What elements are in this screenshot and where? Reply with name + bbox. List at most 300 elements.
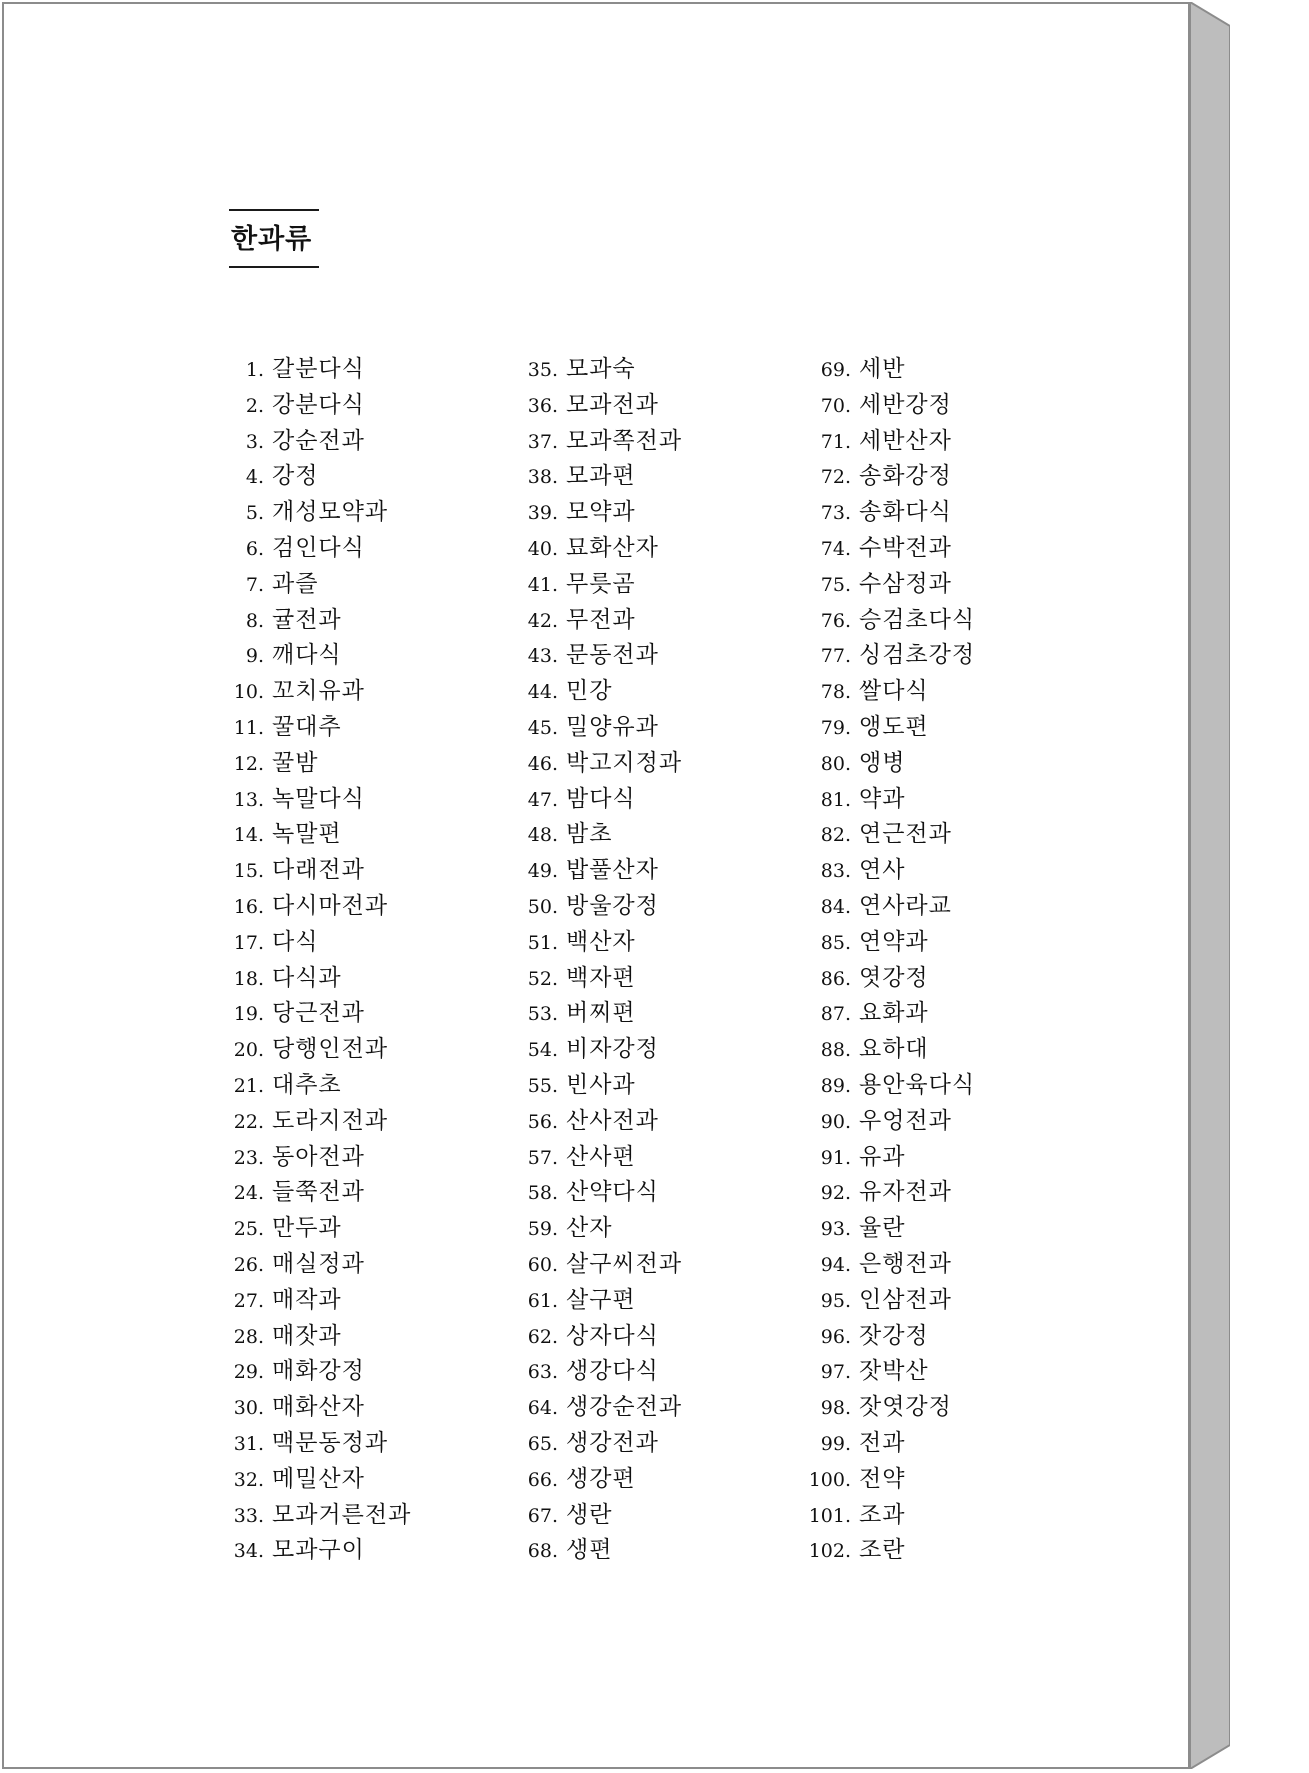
- list-item: [516, 744, 682, 780]
- item-number: 67.: [527, 1504, 558, 1527]
- item-name: 우엉전과: [859, 1107, 952, 1134]
- item-number: 60.: [527, 1253, 558, 1276]
- item-number: 19.: [233, 1003, 264, 1026]
- item-number: 48.: [527, 824, 558, 847]
- item-number: 73.: [820, 502, 851, 525]
- list-item: [222, 565, 411, 601]
- item-name: 싱검초강정: [859, 642, 976, 669]
- item-number: 15.: [233, 860, 264, 883]
- item-name: 들쭉전과: [272, 1179, 365, 1206]
- item-number: 91.: [820, 1146, 851, 1169]
- item-number: 90.: [820, 1110, 851, 1133]
- list-item: [803, 994, 975, 1030]
- item-name: 조과: [859, 1501, 906, 1528]
- item-number: 36.: [527, 394, 558, 417]
- item-number: 74.: [820, 537, 851, 560]
- item-number: 86.: [820, 967, 851, 990]
- item-name: 산자: [566, 1215, 613, 1242]
- list-item: [222, 1030, 411, 1066]
- item-name: 밀양유과: [566, 713, 659, 740]
- item-number: 89.: [820, 1074, 851, 1097]
- item-name: 상자다식: [566, 1322, 659, 1349]
- item-name: 살구씨전과: [566, 1250, 683, 1277]
- list-item: [222, 1138, 411, 1174]
- item-name: 인삼전과: [859, 1286, 952, 1313]
- list-item: [803, 780, 975, 816]
- item-name: 다시마전과: [272, 892, 389, 919]
- list-item: [222, 1066, 411, 1102]
- item-name: 갈분다식: [272, 356, 365, 382]
- list-item: [516, 493, 682, 529]
- item-number: 83.: [820, 860, 851, 883]
- item-name: 당행인전과: [272, 1036, 389, 1063]
- item-number: 92.: [820, 1182, 851, 1205]
- item-name: 백산자: [566, 928, 636, 955]
- item-number: 64.: [527, 1397, 558, 1420]
- item-name: 송화강정: [859, 463, 952, 490]
- item-name: 민강: [566, 678, 613, 705]
- item-number: 58.: [527, 1182, 558, 1205]
- item-name: 묘화산자: [566, 534, 659, 561]
- list-item: [222, 1209, 411, 1245]
- list-item: [803, 1173, 975, 1209]
- item-name: 박고지정과: [566, 749, 683, 776]
- page-side-edge: [1190, 2, 1230, 1769]
- item-number: 66.: [527, 1468, 558, 1491]
- item-number: 44.: [527, 681, 558, 704]
- item-name: 잣박산: [859, 1358, 929, 1385]
- item-number: 61.: [527, 1289, 558, 1312]
- list-item: [516, 457, 682, 493]
- list-item: [516, 1496, 682, 1532]
- item-name: 수박전과: [859, 534, 952, 561]
- list-item: [803, 1317, 975, 1353]
- item-number: 96.: [820, 1325, 851, 1348]
- item-number: 27.: [233, 1289, 264, 1312]
- list-item: [803, 601, 975, 637]
- item-name: 모과거른전과: [272, 1501, 412, 1528]
- item-number: 78.: [820, 681, 851, 704]
- list-item: [803, 1281, 975, 1317]
- item-name: 송화다식: [859, 499, 952, 526]
- item-number: 100.: [808, 1468, 851, 1491]
- item-number: 9.: [245, 645, 264, 668]
- item-name: 귤전과: [272, 606, 342, 633]
- item-name: 녹말다식: [272, 785, 365, 812]
- list-column-3: [803, 350, 975, 1567]
- item-number: 79.: [820, 716, 851, 739]
- item-name: 생란: [566, 1501, 613, 1528]
- item-number: 51.: [527, 931, 558, 954]
- item-number: 11.: [233, 716, 264, 739]
- list-item: [222, 780, 411, 816]
- list-item: [222, 744, 411, 780]
- item-name: 밤초: [566, 821, 613, 848]
- list-item: [222, 708, 411, 744]
- list-item: [222, 1317, 411, 1353]
- item-number: 63.: [527, 1361, 558, 1384]
- item-number: 81.: [820, 788, 851, 811]
- item-name: 모과편: [566, 463, 636, 490]
- item-number: 43.: [527, 645, 558, 668]
- item-name: 만두과: [272, 1215, 342, 1242]
- item-number: 75.: [820, 573, 851, 596]
- item-number: 71.: [820, 430, 851, 453]
- list-item: [803, 1102, 975, 1138]
- item-number: 40.: [527, 537, 558, 560]
- page-edge-graphic: [1190, 2, 1230, 1769]
- list-item: [516, 1245, 682, 1281]
- item-name: 모과숙: [566, 356, 636, 382]
- list-item: [516, 1317, 682, 1353]
- list-item: [516, 959, 682, 995]
- heading-top-rule: [229, 209, 319, 211]
- item-name: 무릇곰: [566, 570, 636, 597]
- item-number: 42.: [527, 609, 558, 632]
- item-number: 77.: [820, 645, 851, 668]
- list-item: [222, 529, 411, 565]
- item-name: 세반: [859, 356, 906, 382]
- item-number: 13.: [233, 788, 264, 811]
- item-name: 생강순전과: [566, 1394, 683, 1421]
- item-name: 무전과: [566, 606, 636, 633]
- list-item: [516, 1138, 682, 1174]
- item-name: 잣엿강정: [859, 1394, 952, 1421]
- item-name: 생강편: [566, 1465, 636, 1492]
- item-number: 84.: [820, 895, 851, 918]
- item-number: 41.: [527, 573, 558, 596]
- list-item: [222, 1496, 411, 1532]
- item-number: 31.: [233, 1432, 264, 1455]
- item-name: 요화과: [859, 1000, 929, 1027]
- item-number: 55.: [527, 1074, 558, 1097]
- item-number: 4.: [245, 466, 264, 489]
- list-item: [222, 636, 411, 672]
- item-number: 47.: [527, 788, 558, 811]
- item-number: 20.: [233, 1039, 264, 1062]
- list-item: [803, 1424, 975, 1460]
- item-number: 8.: [245, 609, 264, 632]
- item-number: 94.: [820, 1253, 851, 1276]
- list-item: [516, 1173, 682, 1209]
- item-number: 50.: [527, 895, 558, 918]
- item-name: 유과: [859, 1143, 906, 1170]
- item-number: 76.: [820, 609, 851, 632]
- item-number: 49.: [527, 860, 558, 883]
- item-name: 밤다식: [566, 785, 636, 812]
- item-number: 34.: [233, 1540, 264, 1563]
- item-name: 대추초: [272, 1071, 342, 1098]
- item-number: 39.: [527, 502, 558, 525]
- list-item: [803, 386, 975, 422]
- list-column-2: [516, 350, 682, 1567]
- list-item: [516, 350, 682, 386]
- item-name: 매실정과: [272, 1250, 365, 1277]
- item-number: 53.: [527, 1003, 558, 1026]
- item-name: 승검초다식: [859, 606, 976, 633]
- item-name: 모과전과: [566, 391, 659, 418]
- list-item: [222, 959, 411, 995]
- item-number: 65.: [527, 1432, 558, 1455]
- list-item: [803, 744, 975, 780]
- list-item: [803, 565, 975, 601]
- item-number: 21.: [233, 1074, 264, 1097]
- section-heading: [229, 209, 319, 268]
- item-number: 26.: [233, 1253, 264, 1276]
- list-item: [803, 923, 975, 959]
- list-item: [516, 994, 682, 1030]
- item-name: 전과: [859, 1429, 906, 1456]
- item-number: 88.: [820, 1039, 851, 1062]
- list-item: [516, 1460, 682, 1496]
- list-item: [803, 708, 975, 744]
- item-name: 생강전과: [566, 1429, 659, 1456]
- list-item: [222, 851, 411, 887]
- item-name: 조란: [859, 1537, 906, 1564]
- item-name: 요하대: [859, 1036, 929, 1063]
- item-name: 연사라교: [859, 892, 952, 919]
- list-item: [516, 1209, 682, 1245]
- list-item: [222, 1173, 411, 1209]
- item-number: 38.: [527, 466, 558, 489]
- list-item: [222, 350, 411, 386]
- list-item: [803, 672, 975, 708]
- list-item: [222, 1424, 411, 1460]
- list-item: [516, 1388, 682, 1424]
- list-item: [222, 994, 411, 1030]
- item-number: 28.: [233, 1325, 264, 1348]
- item-name: 녹말편: [272, 821, 342, 848]
- list-item: [803, 1209, 975, 1245]
- item-name: 검인다식: [272, 534, 365, 561]
- list-item: [803, 636, 975, 672]
- item-name: 매잣과: [272, 1322, 342, 1349]
- list-item: [516, 887, 682, 923]
- list-item: [516, 386, 682, 422]
- item-number: 6.: [245, 537, 264, 560]
- list-item: [222, 386, 411, 422]
- list-item: [803, 851, 975, 887]
- item-name: 강순전과: [272, 427, 365, 454]
- list-item: [516, 636, 682, 672]
- item-name: 유자전과: [859, 1179, 952, 1206]
- list-item: [803, 1138, 975, 1174]
- heading-bottom-rule: [229, 266, 319, 268]
- item-number: 35.: [527, 359, 558, 381]
- list-item: [803, 457, 975, 493]
- item-name: 모과구이: [272, 1537, 365, 1564]
- item-name: 비자강정: [566, 1036, 659, 1063]
- list-item: [803, 493, 975, 529]
- list-item: [516, 780, 682, 816]
- item-number: 72.: [820, 466, 851, 489]
- item-number: 12.: [233, 752, 264, 775]
- item-number: 24.: [233, 1182, 264, 1205]
- item-name: 방울강정: [566, 892, 659, 919]
- list-item: [516, 422, 682, 458]
- item-name: 동아전과: [272, 1143, 365, 1170]
- item-number: 93.: [820, 1218, 851, 1241]
- item-name: 연사: [859, 857, 906, 884]
- list-item: [516, 923, 682, 959]
- item-name: 율란: [859, 1215, 906, 1242]
- list-column-1: [222, 350, 411, 1567]
- item-number: 1.: [245, 359, 264, 381]
- item-name: 다식: [272, 928, 319, 955]
- item-name: 매화강정: [272, 1358, 365, 1385]
- item-number: 68.: [527, 1540, 558, 1563]
- item-name: 전약: [859, 1465, 906, 1492]
- item-number: 2.: [245, 394, 264, 417]
- page-title: 한과류: [231, 224, 313, 255]
- list-item: [222, 1245, 411, 1281]
- item-name: 앵도편: [859, 713, 929, 740]
- item-number: 97.: [820, 1361, 851, 1384]
- item-name: 문동전과: [566, 642, 659, 669]
- list-item: [222, 422, 411, 458]
- item-number: 56.: [527, 1110, 558, 1133]
- list-item: [222, 923, 411, 959]
- item-number: 45.: [527, 716, 558, 739]
- item-name: 생편: [566, 1537, 613, 1564]
- item-number: 29.: [233, 1361, 264, 1384]
- item-number: 3.: [245, 430, 264, 453]
- item-number: 59.: [527, 1218, 558, 1241]
- list-item: [803, 1030, 975, 1066]
- list-item: [516, 1030, 682, 1066]
- list-item: [516, 672, 682, 708]
- list-item: [222, 1102, 411, 1138]
- item-name: 꿀밤: [272, 749, 319, 776]
- item-number: 99.: [820, 1432, 851, 1455]
- item-name: 매작과: [272, 1286, 342, 1313]
- item-name: 버찌편: [566, 1000, 636, 1027]
- list-item: [516, 601, 682, 637]
- list-item: [222, 1388, 411, 1424]
- list-item: [516, 1531, 682, 1567]
- list-item: [222, 887, 411, 923]
- item-name: 당근전과: [272, 1000, 365, 1027]
- list-item: [222, 457, 411, 493]
- item-name: 메밀산자: [272, 1465, 365, 1492]
- item-name: 과즐: [272, 570, 319, 597]
- item-name: 매화산자: [272, 1394, 365, 1421]
- item-number: 23.: [233, 1146, 264, 1169]
- list-item: [516, 708, 682, 744]
- item-name: 연근전과: [859, 821, 952, 848]
- item-number: 102.: [808, 1540, 851, 1563]
- list-item: [516, 851, 682, 887]
- item-number: 5.: [245, 502, 264, 525]
- item-number: 33.: [233, 1504, 264, 1527]
- list-item: [803, 1460, 975, 1496]
- list-item: [222, 1352, 411, 1388]
- item-number: 80.: [820, 752, 851, 775]
- item-name: 살구편: [566, 1286, 636, 1313]
- item-number: 54.: [527, 1039, 558, 1062]
- list-item: [803, 1531, 975, 1567]
- item-name: 앵병: [859, 749, 906, 776]
- item-number: 25.: [233, 1218, 264, 1241]
- list-item: [222, 493, 411, 529]
- list-item: [803, 959, 975, 995]
- item-number: 32.: [233, 1468, 264, 1491]
- item-number: 57.: [527, 1146, 558, 1169]
- item-name: 연약과: [859, 928, 929, 955]
- item-name: 강분다식: [272, 391, 365, 418]
- item-name: 산사편: [566, 1143, 636, 1170]
- list-item: [803, 815, 975, 851]
- list-item: [222, 815, 411, 851]
- list-item: [516, 1281, 682, 1317]
- item-name: 약과: [859, 785, 906, 812]
- item-name: 수삼정과: [859, 570, 952, 597]
- item-name: 생강다식: [566, 1358, 659, 1385]
- list-item: [803, 529, 975, 565]
- item-name: 맥문동정과: [272, 1429, 389, 1456]
- item-name: 잣강정: [859, 1322, 929, 1349]
- item-name: 꿀대추: [272, 713, 342, 740]
- list-item: [222, 1531, 411, 1567]
- list-item: [222, 601, 411, 637]
- item-name: 쌀다식: [859, 678, 929, 705]
- item-name: 개성모약과: [272, 499, 389, 526]
- item-number: 95.: [820, 1289, 851, 1312]
- item-name: 엿강정: [859, 964, 929, 991]
- item-number: 62.: [527, 1325, 558, 1348]
- list-item: [516, 1102, 682, 1138]
- item-number: 52.: [527, 967, 558, 990]
- item-number: 17.: [233, 931, 264, 954]
- item-name: 빈사과: [566, 1071, 636, 1098]
- list-item: [516, 1066, 682, 1102]
- item-name: 모과쪽전과: [566, 427, 683, 454]
- list-item: [803, 1066, 975, 1102]
- item-number: 37.: [527, 430, 558, 453]
- item-name: 세반강정: [859, 391, 952, 418]
- list-item: [803, 887, 975, 923]
- list-item: [803, 1496, 975, 1532]
- item-name: 은행전과: [859, 1250, 952, 1277]
- item-number: 7.: [245, 573, 264, 596]
- list-item: [516, 565, 682, 601]
- list-item: [803, 350, 975, 386]
- list-item: [516, 1424, 682, 1460]
- list-item: [222, 1281, 411, 1317]
- list-item: [222, 672, 411, 708]
- item-number: 14.: [233, 824, 264, 847]
- item-name: 깨다식: [272, 642, 342, 669]
- item-number: 98.: [820, 1397, 851, 1420]
- item-number: 87.: [820, 1003, 851, 1026]
- item-number: 30.: [233, 1397, 264, 1420]
- item-number: 82.: [820, 824, 851, 847]
- item-name: 산사전과: [566, 1107, 659, 1134]
- item-name: 꼬치유과: [272, 678, 365, 705]
- list-item: [803, 1245, 975, 1281]
- item-name: 백자편: [566, 964, 636, 991]
- list-item: [803, 422, 975, 458]
- item-number: 101.: [808, 1504, 851, 1527]
- item-number: 70.: [820, 394, 851, 417]
- item-number: 10.: [233, 681, 264, 704]
- item-name: 용안육다식: [859, 1071, 976, 1098]
- list-item: [803, 1388, 975, 1424]
- item-number: 46.: [527, 752, 558, 775]
- item-number: 85.: [820, 931, 851, 954]
- list-item: [222, 1460, 411, 1496]
- item-number: 18.: [233, 967, 264, 990]
